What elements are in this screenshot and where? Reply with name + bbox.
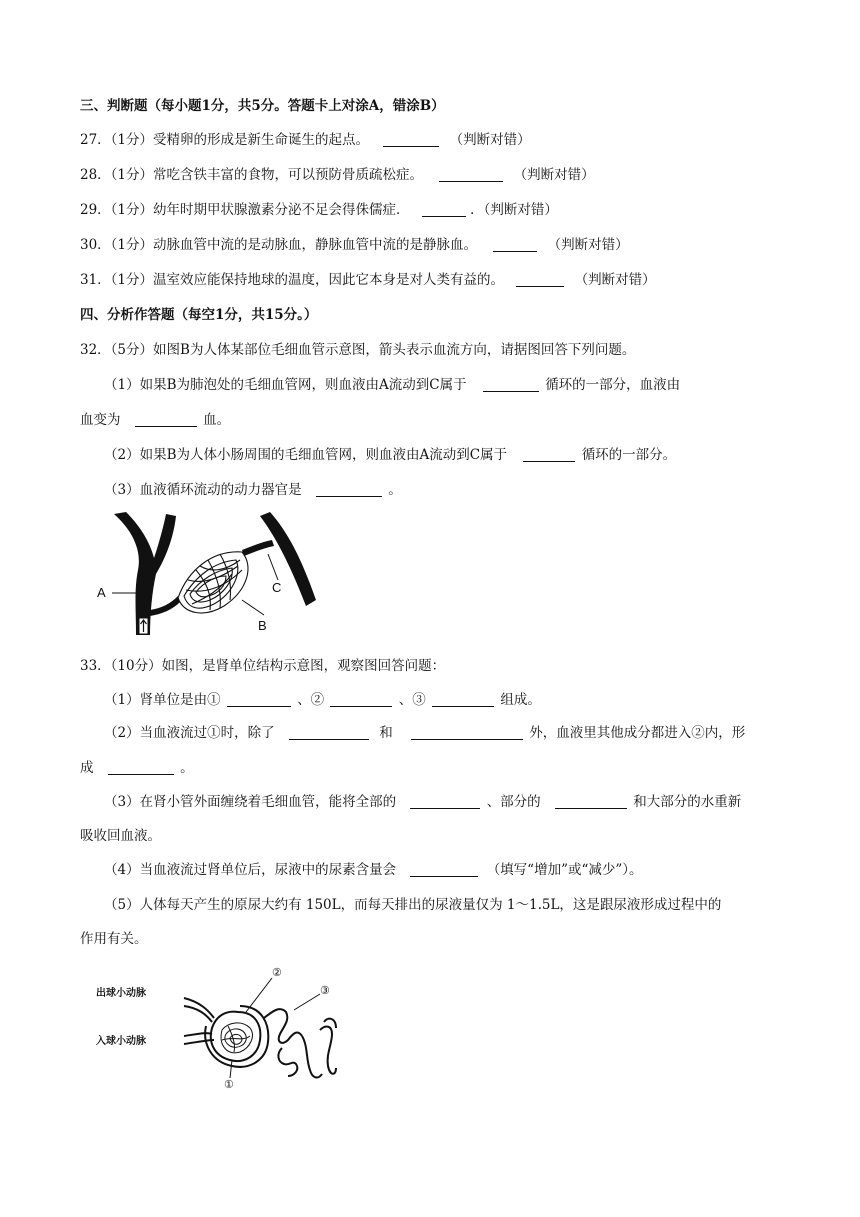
label-circled-2: ② xyxy=(272,967,282,979)
q32-p3-blank[interactable] xyxy=(316,482,382,497)
label-2-leader xyxy=(246,978,272,1012)
venule xyxy=(242,540,274,556)
label-1-leader xyxy=(230,1060,232,1078)
q31-tail: （判断对错） xyxy=(574,272,656,288)
q33-part5-line2: 作用有关。 xyxy=(80,931,148,947)
q32-p3-text-a: （3）血液循环流动的动力器官是 xyxy=(104,482,302,498)
q33-part4 xyxy=(104,860,643,880)
arteriole xyxy=(150,596,180,616)
q29-answer-blank[interactable] xyxy=(422,202,466,217)
q33-p2-text-e: 。 xyxy=(180,760,194,776)
q33-p2-text-a: （2）当血液流过①时，除了 xyxy=(104,725,275,741)
q33-p2-blank3[interactable] xyxy=(108,760,174,775)
q32-part1-line2 xyxy=(80,410,230,430)
artery-trunk xyxy=(114,512,176,635)
q32-p1-text-a: （1）如果B为肺泡处的毛细血管网，则血液由A流动到C属于 xyxy=(104,377,467,393)
q31-answer-blank[interactable] xyxy=(516,272,564,287)
q33-part2-line1 xyxy=(104,723,745,743)
label-c: C xyxy=(272,580,282,595)
q28-tail: （判断对错） xyxy=(513,167,595,183)
label-circled-3: ③ xyxy=(320,985,330,997)
label-b-leader xyxy=(242,600,264,615)
q33-p1-blank1[interactable] xyxy=(227,692,291,707)
q33-p3-blank1[interactable] xyxy=(410,794,480,809)
question-28 xyxy=(80,165,595,185)
q32-p1-blank1[interactable] xyxy=(483,377,539,392)
question-31 xyxy=(80,270,656,290)
q33-p1-text-d: 组成。 xyxy=(500,692,541,708)
q30-answer-blank[interactable] xyxy=(493,237,537,252)
q30-text: 30．（1分）动脉血管中流的是动脉血，静脉血管中流的是静脉血。 xyxy=(80,237,478,253)
q33-p4-text-b: （填写“增加”或“减少”）。 xyxy=(486,862,643,878)
section4-heading: 四、分析作答题（每空1分，共15分。） xyxy=(80,307,318,323)
q33-p2-blank1[interactable] xyxy=(289,725,369,740)
q32-p1-text-d: 血。 xyxy=(203,412,231,428)
q28-answer-blank[interactable] xyxy=(439,167,503,182)
q33-p1-text-a: （1）肾单位是由① xyxy=(104,692,221,708)
q33-part5-line1: （5）人体每天产生的原尿大约有 150L，而每天排出的尿液量仅为 1～1.5L，这是跟尿液形成过程中的 xyxy=(104,897,722,913)
q27-tail: （判断对错） xyxy=(449,132,531,148)
section3-heading: 三、判断题（每小题1分，共5分。答题卡上对涂A，错涂B） xyxy=(80,98,445,114)
label-circled-1: ① xyxy=(224,1079,234,1090)
capillary-mesh xyxy=(178,552,248,613)
q33-p2-text-d: 成 xyxy=(80,760,94,776)
q33-part3-line2: 吸收回血液。 xyxy=(80,828,161,844)
glomerulus xyxy=(221,1023,252,1053)
q33-stem: 33．（10分）如图，是肾单位结构示意图，观察图回答问题： xyxy=(80,658,446,674)
q32-p1-text-b: 循环的一部分，血液由 xyxy=(545,377,681,393)
q33-p4-text-a: （4）当血液流过肾单位后，尿液中的尿素含量会 xyxy=(104,862,397,878)
q33-p3-text-a: （3）在肾小管外面缠绕着毛细血管，能将全部的 xyxy=(104,794,397,810)
q32-p2-text-a: （2）如果B为人体小肠周围的毛细血管网，则血液由A流动到C属于 xyxy=(104,447,508,463)
question-29 xyxy=(80,200,558,220)
q33-p2-text-b: 和 xyxy=(379,725,393,741)
q29-tail: ．（判断对错） xyxy=(470,202,558,218)
q32-p2-text-b: 循环的一部分。 xyxy=(581,447,677,463)
question-30 xyxy=(80,235,629,255)
q33-p1-text-b: 、② xyxy=(297,692,325,708)
capillary-network-diagram xyxy=(92,510,322,640)
q29-text: 29．（1分）幼年时期甲状腺激素分泌不足会得侏儒症． xyxy=(80,202,410,218)
q33-part3-line1 xyxy=(104,792,741,812)
question-27 xyxy=(80,130,531,150)
q33-p1-text-c: 、③ xyxy=(398,692,426,708)
q32-part2 xyxy=(104,445,676,465)
q32-p2-blank[interactable] xyxy=(523,447,575,462)
q32-stem: 32．（5分）如图B为人体某部位毛细血管示意图，箭头表示血流方向，请据图回答下列问题。 xyxy=(80,342,636,358)
q27-text: 27．（1分）受精卵的形成是新生命诞生的起点。 xyxy=(80,132,370,148)
q33-p2-blank2[interactable] xyxy=(411,725,523,740)
q32-part3 xyxy=(104,480,402,500)
q33-p3-blank2[interactable] xyxy=(555,794,627,809)
q30-tail: （判断对错） xyxy=(547,237,629,253)
nephron-structure xyxy=(184,998,336,1077)
q32-p1-blank2[interactable] xyxy=(135,412,197,427)
label-b: B xyxy=(258,618,267,633)
q28-text: 28．（1分）常吃含铁丰富的食物，可以预防骨质疏松症。 xyxy=(80,167,424,183)
q32-p3-text-b: 。 xyxy=(388,482,402,498)
q33-p2-text-c: 外，血液里其他成分都进入②内，形 xyxy=(529,725,746,741)
q32-part1-line1 xyxy=(104,375,680,395)
q32-p1-text-c: 血变为 xyxy=(80,412,121,428)
label-afferent-arteriole: 入球小动脉 xyxy=(96,1036,146,1047)
label-c-leader xyxy=(268,554,278,580)
q33-p3-text-b: 、部分的 xyxy=(486,794,541,810)
q33-p1-blank2[interactable] xyxy=(330,692,392,707)
nephron-diagram xyxy=(96,960,356,1090)
q27-answer-blank[interactable] xyxy=(383,132,439,147)
q33-p3-text-c: 和大部分的水重新 xyxy=(633,794,742,810)
label-3-leader xyxy=(294,994,320,1010)
q31-text: 31．（1分）温室效应能保持地球的温度，因此它本身是对人类有益的。 xyxy=(80,272,505,288)
q33-p4-blank[interactable] xyxy=(410,862,478,877)
q33-p1-blank3[interactable] xyxy=(432,692,494,707)
label-efferent-arteriole: 出球小动脉 xyxy=(96,988,146,999)
q33-part1 xyxy=(104,690,541,710)
label-a: A xyxy=(97,585,106,600)
vein-trunk xyxy=(260,512,316,606)
q33-part2-line2 xyxy=(80,758,194,778)
